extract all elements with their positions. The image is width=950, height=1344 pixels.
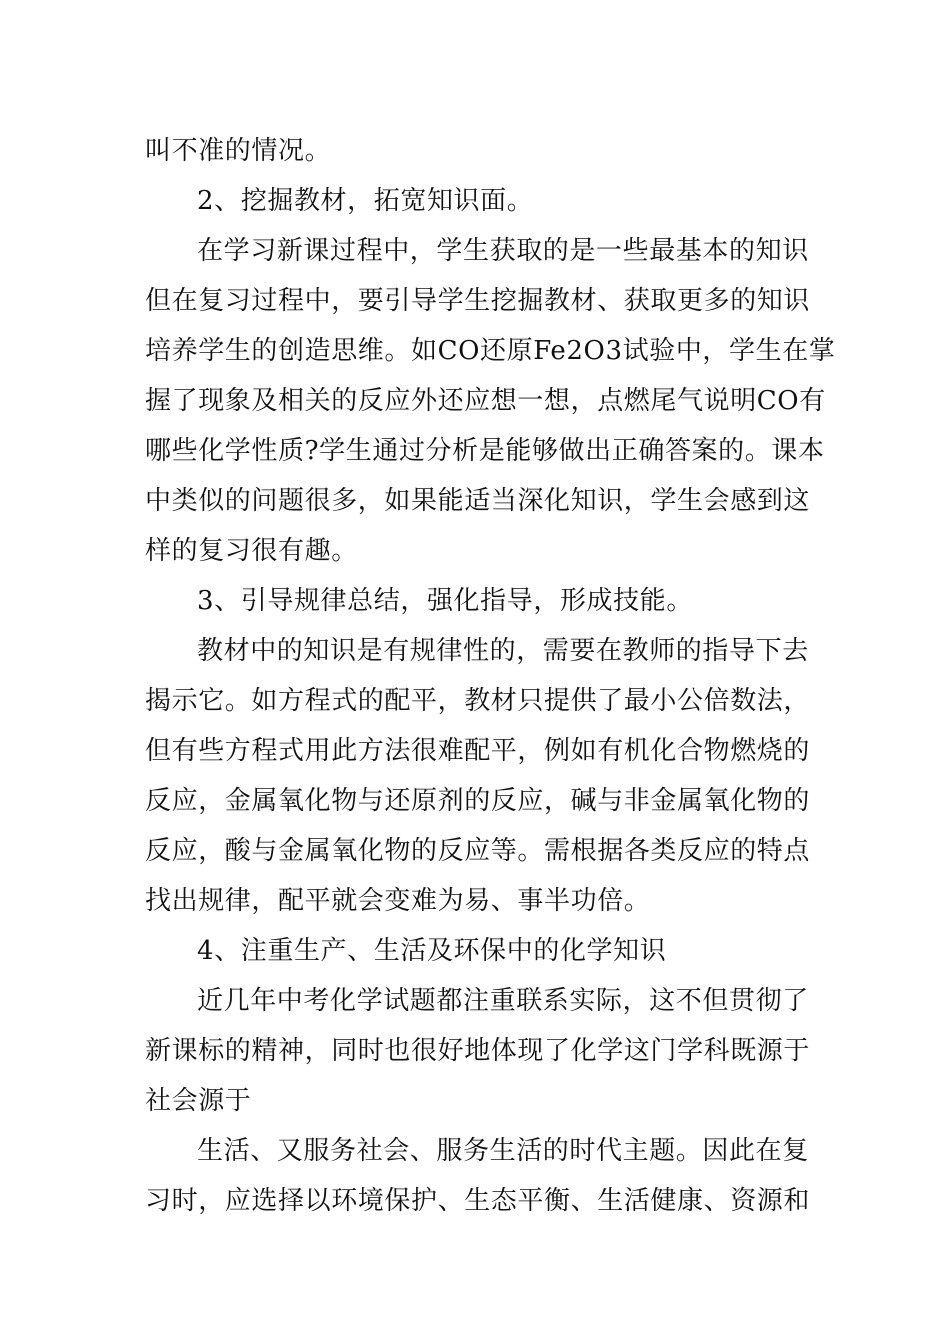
paragraph-line: 哪些化学性质?学生通过分析是能够做出正确答案的。课本: [145, 436, 825, 466]
paragraph-line: 生活、又服务社会、服务生活的时代主题。因此在复: [197, 1136, 809, 1166]
section-heading-3: 3、引导规律总结，强化指导，形成技能。: [197, 586, 693, 616]
paragraph-line: 反应，金属氧化物与还原剂的反应，碱与非金属氧化物的: [145, 786, 811, 816]
paragraph-line: 社会源于: [145, 1086, 252, 1116]
paragraph-line: 在学习新课过程中，学生获取的是一些最基本的知识: [197, 236, 809, 266]
paragraph-line: 但在复习过程中，要引导学生挖掘教材、获取更多的知识: [145, 286, 811, 316]
paragraph-line: 培养学生的创造思维。如CO还原Fe2O3试验中，学生在掌: [145, 336, 836, 366]
section-heading-4: 4、注重生产、生活及环保中的化学知识: [197, 936, 667, 966]
paragraph-line: 中类似的问题很多，如果能适当深化知识，学生会感到这: [145, 486, 811, 516]
section-heading-2: 2、挖掘教材，拓宽知识面。: [197, 186, 534, 216]
paragraph-line: 握了现象及相关的反应外还应想一想，点燃尾气说明CO有: [145, 386, 826, 416]
paragraph-line: 但有些方程式用此方法很难配平，例如有机化合物燃烧的: [145, 736, 811, 766]
paragraph-line: 教材中的知识是有规律性的，需要在教师的指导下去: [197, 636, 809, 666]
paragraph-line: 找出规律，配平就会变难为易、事半功倍。: [145, 886, 651, 916]
paragraph-line: 新课标的精神，同时也很好地体现了化学这门学科既源于: [145, 1036, 811, 1066]
paragraph-line: 近几年中考化学试题都注重联系实际，这不但贯彻了: [197, 986, 809, 1016]
paragraph-line: 样的复习很有趣。: [145, 536, 358, 566]
text-line: 叫不准的情况。: [145, 136, 332, 166]
paragraph-line: 揭示它。如方程式的配平，教材只提供了最小公倍数法，: [145, 686, 811, 716]
paragraph-line: 习时，应选择以环境保护、生态平衡、生活健康、资源和: [145, 1186, 811, 1216]
paragraph-line: 反应，酸与金属氧化物的反应等。需根据各类反应的特点: [145, 836, 811, 866]
